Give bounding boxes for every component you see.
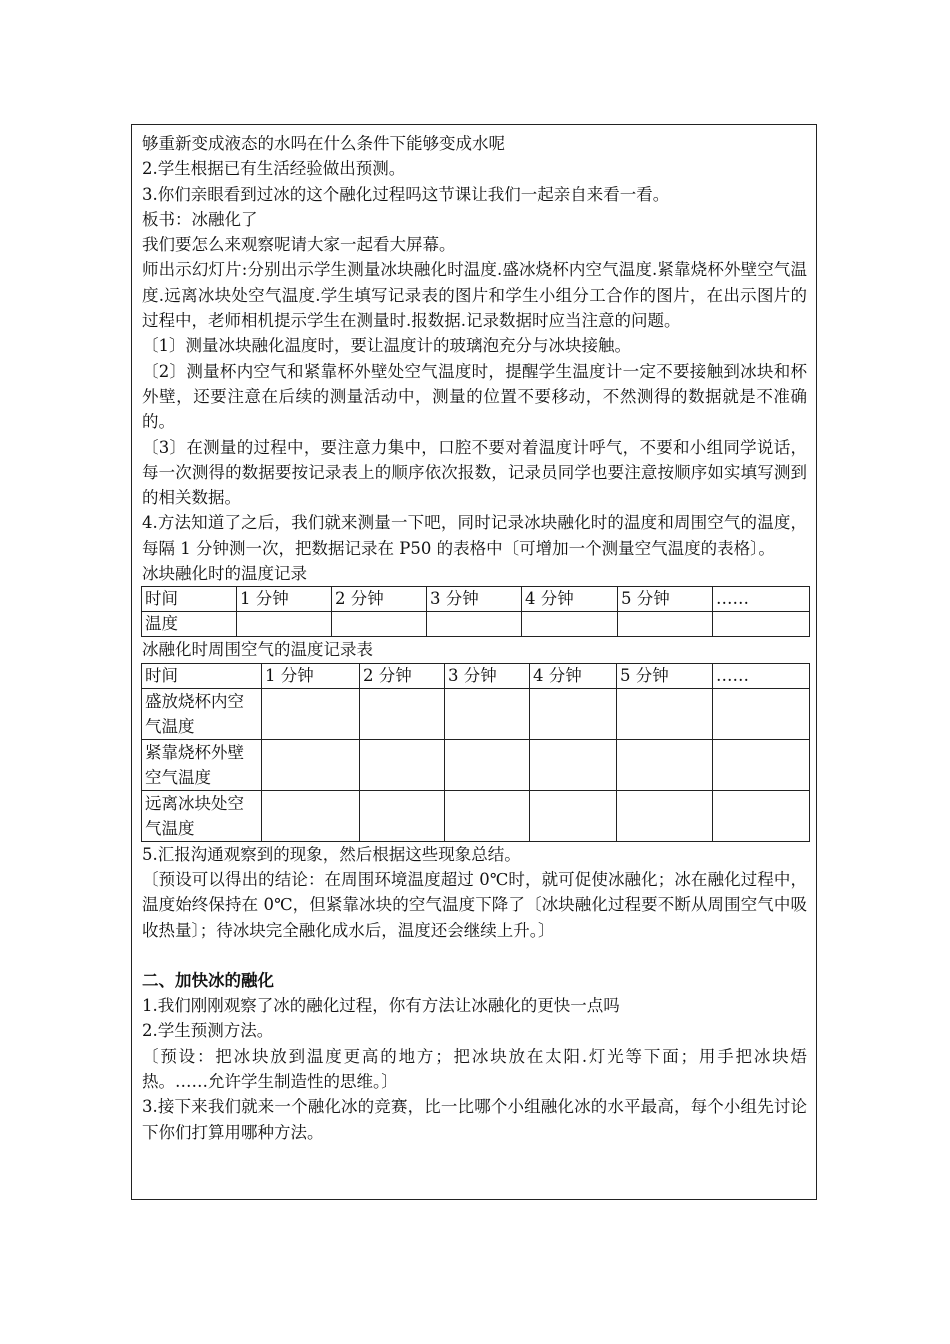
note-1: 〔1〕测量冰块融化温度时，要让温度计的玻璃泡充分与冰块接触。 (142, 336, 631, 356)
table-cell: 3 分钟 (427, 587, 522, 612)
table-row (142, 688, 810, 739)
empty-cell[interactable] (445, 790, 530, 841)
note-3: 〔3〕在测量的过程中，要注意力集中，口腔不要对着温度计呼气，不要和小组同学说话，每一次测得的数据要按记录表上的顺序依次报数，记录员同学也要注意按顺序如实填写测到的相关数据。 (142, 437, 807, 508)
table-cell: …… (713, 663, 810, 688)
empty-cell[interactable] (262, 790, 360, 841)
empty-cell[interactable] (530, 790, 617, 841)
table-cell: 2 分钟 (332, 587, 427, 612)
table-cell: 2 分钟 (360, 663, 445, 688)
table-cell: 1 分钟 (262, 663, 360, 688)
lesson-content (142, 131, 807, 1145)
section2-line: 2.学生预测方法。 (142, 1021, 274, 1041)
table1-caption: 冰块融化时的温度记录 (142, 564, 307, 584)
lesson-plan-frame (131, 124, 817, 1200)
expected-conclusion: 〔预设可以得出的结论：在周围环境温度超过 0℃时，就可促使冰融化；冰在融化过程中，温度始终保持在 0℃，但紧靠冰块的空气温度下降了〔冰块融化过程要不断从周围空气中吸收热量〕；待冰块完全融化成水后，温度还会继续上升。〕 (142, 869, 807, 940)
empty-cell[interactable] (713, 688, 810, 739)
table-cell: 时间 (142, 663, 262, 688)
empty-cell[interactable] (360, 739, 445, 790)
empty-cell[interactable] (262, 739, 360, 790)
empty-cell[interactable] (618, 612, 713, 637)
empty-cell[interactable] (360, 688, 445, 739)
table-cell: 5 分钟 (618, 587, 713, 612)
table-cell: 5 分钟 (617, 663, 713, 688)
ice-temperature-table (141, 586, 810, 637)
row-label: 盛放烧杯内空气温度 (142, 688, 262, 739)
row-label: 温度 (142, 612, 237, 637)
table-header-row (142, 663, 810, 688)
table-row (142, 790, 810, 841)
spacer (142, 943, 807, 968)
table2-caption: 冰融化时周围空气的温度记录表 (142, 640, 373, 660)
empty-cell[interactable] (713, 790, 810, 841)
intro-line: 3.你们亲眼看到过冰的这个融化过程吗这节课让我们一起亲自来看一看。 (142, 184, 670, 204)
section2-line: 1.我们刚刚观察了冰的融化过程，你有方法让冰融化的更快一点吗 (142, 996, 620, 1016)
empty-cell[interactable] (617, 790, 713, 841)
table-header-row (142, 587, 810, 612)
empty-cell[interactable] (713, 612, 810, 637)
row-label: 远离冰块处空气温度 (142, 790, 262, 841)
step-4: 4.方法知道了之后，我们就来测量一下吧，同时记录冰块融化时的温度和周围空气的温度，每隔 1 分钟测一次，把数据记录在 P50 的表格中〔可增加一个测量空气温度的表格〕。 (142, 513, 807, 558)
intro-line: 2.学生根据已有生活经验做出预测。 (142, 159, 406, 179)
table-cell: 4 分钟 (530, 663, 617, 688)
empty-cell[interactable] (530, 739, 617, 790)
table-row (142, 612, 810, 637)
empty-cell[interactable] (237, 612, 332, 637)
empty-cell[interactable] (445, 688, 530, 739)
empty-cell[interactable] (427, 612, 522, 637)
board-note: 板书：冰融化了 (142, 209, 258, 229)
row-label: 紧靠烧杯外壁空气温度 (142, 739, 262, 790)
empty-cell[interactable] (522, 612, 618, 637)
empty-cell[interactable] (360, 790, 445, 841)
slideshow-paragraph: 师出示幻灯片:分别出示学生测量冰块融化时温度.盛冰烧杯内空气温度.紧靠烧杯外壁空气温度.远离冰块处空气温度.学生填写记录表的图片和学生小组分工合作的图片，在出示图片的过程中，老师相机提示学生在测量时.报数据.记录数据时应当注意的问题。 (142, 260, 807, 331)
empty-cell[interactable] (617, 739, 713, 790)
intro-line: 够重新变成液态的水吗在什么条件下能够变成水呢 (142, 134, 505, 153)
air-temperature-table (141, 663, 810, 842)
intro-line: 我们要怎么来观察呢请大家一起看大屏幕。 (142, 235, 456, 255)
empty-cell[interactable] (262, 688, 360, 739)
table-cell: 1 分钟 (237, 587, 332, 612)
section-heading: 二、加快冰的融化 (142, 970, 274, 990)
empty-cell[interactable] (617, 688, 713, 739)
empty-cell[interactable] (713, 739, 810, 790)
empty-cell[interactable] (530, 688, 617, 739)
empty-cell[interactable] (445, 739, 530, 790)
table-cell: 时间 (142, 587, 237, 612)
section2-line: 〔预设：把冰块放到温度更高的地方；把冰块放在太阳.灯光等下面；用手把冰块焐热。……允许学生制造性的思维。〕 (142, 1046, 807, 1092)
table-cell: 4 分钟 (522, 587, 618, 612)
table-cell: …… (713, 587, 810, 612)
note-2: 〔2〕测量杯内空气和紧靠杯外壁处空气温度时，提醒学生温度计一定不要接触到冰块和杯外壁，还要注意在后续的测量活动中，测量的位置不要移动，不然测得的数据就是不准确的。 (142, 361, 807, 432)
step-5: 5.汇报沟通观察到的现象，然后根据这些现象总结。 (142, 844, 521, 864)
empty-cell[interactable] (332, 612, 427, 637)
table-cell: 3 分钟 (445, 663, 530, 688)
table-row (142, 739, 810, 790)
section2-line: 3.接下来我们就来一个融化冰的竞赛，比一比哪个小组融化冰的水平最高，每个小组先讨论下你们打算用哪种方法。 (142, 1097, 807, 1142)
